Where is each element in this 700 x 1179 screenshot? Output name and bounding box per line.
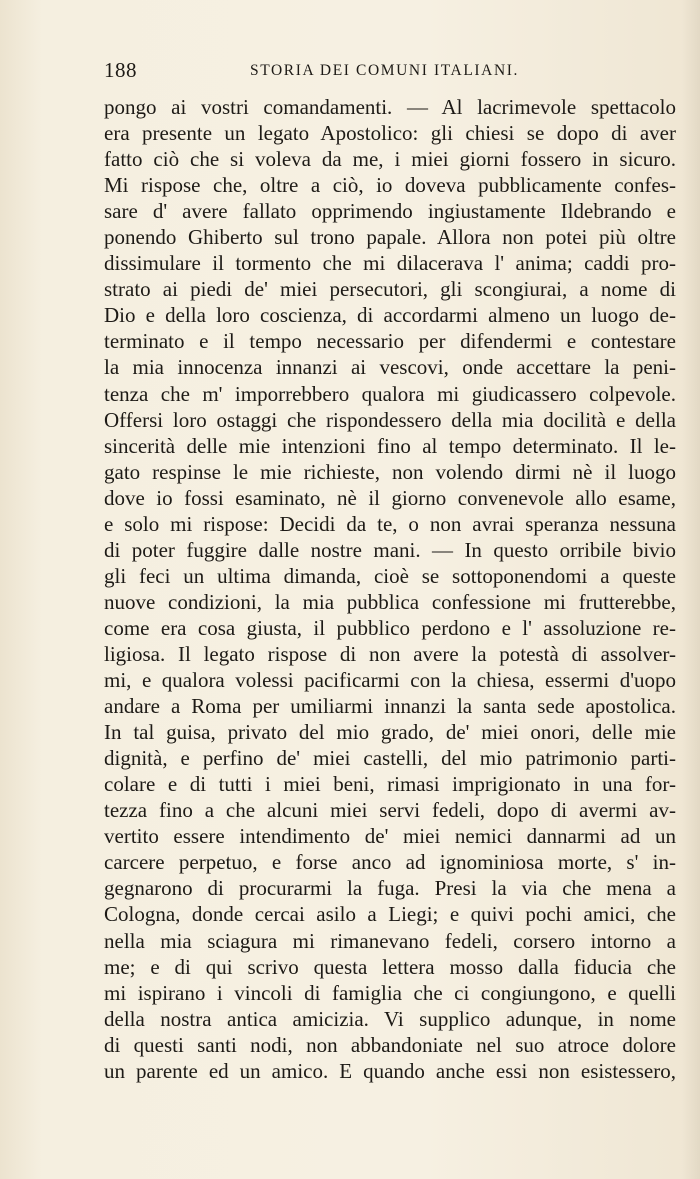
text-line: di poter fuggire dalle nostre mani. — In questo orribile bivio <box>104 537 676 562</box>
text-line: gli feci un ultima dimanda, cioè se sottoponendomi a queste <box>104 563 676 588</box>
text-line: strato ai piedi de' miei persecutori, gli scongiurai, a nome di <box>104 277 676 302</box>
text-line: ponendo Ghiberto sul trono papale. Allora non potei più oltre <box>104 225 676 250</box>
text-line: tenza che m' imporrebbero qualora mi giudicassero colpevole. <box>104 381 676 406</box>
text-line: la mia innocenza innanzi ai vescovi, onde accettare la peni- <box>104 355 676 380</box>
text-line: Cologna, donde cercai asilo a Liegi; e quivi pochi amici, che <box>104 902 676 927</box>
text-line: andare a Roma per umiliarmi innanzi la santa sede apostolica. <box>104 694 676 719</box>
running-head <box>104 58 676 88</box>
running-title: STORIA DEI COMUNI ITALIANI. <box>250 62 519 79</box>
text-line: Dio e della loro coscienza, di accordarmi almeno un luogo de- <box>104 303 676 328</box>
text-line: di questi santi nodi, non abbandoniate nel suo atroce dolore <box>104 1032 676 1057</box>
text-line: colare e di tutti i miei beni, rimasi imprigionato in una for- <box>104 772 676 797</box>
text-line: gegnarono di procurarmi la fuga. Presi la via che mena a <box>104 876 676 901</box>
page-number: 188 <box>104 58 137 82</box>
text-line: dissimulare il tormento che mi dilacerava l' anima; caddi pro- <box>104 251 676 276</box>
text-line: sare d' avere fallato opprimendo ingiustamente Ildebrando e <box>104 199 676 224</box>
text-line: ligiosa. Il legato rispose di non avere la potestà di assolver- <box>104 641 676 666</box>
text-line: della nostra antica amicizia. Vi supplico adunque, in nome <box>104 1006 676 1031</box>
text-line: Offersi loro ostaggi che rispondessero della mia docilità e della <box>104 407 676 432</box>
text-line: era presente un legato Apostolico: gli chiesi se dopo di aver <box>104 121 676 146</box>
text-line: In tal guisa, privato del mio grado, de' miei onori, delle mie <box>104 720 676 745</box>
text-line: tezza fino a che alcuni miei servi fedeli, dopo di avermi av- <box>104 798 676 823</box>
text-line: nuove condizioni, la mia pubblica confessione mi frutterebbe, <box>104 589 676 614</box>
text-line: Mi rispose che, oltre a ciò, io doveva pubblicamente confes- <box>104 173 676 198</box>
text-line: pongo ai vostri comandamenti. — Al lacrimevole spettacolo <box>104 95 676 119</box>
body-text <box>104 94 676 1084</box>
text-line: terminato e il tempo necessario per difendermi e contestare <box>104 329 676 354</box>
text-line: come era cosa giusta, il pubblico perdono e l' assoluzione re- <box>104 615 676 640</box>
text-line: nella mia sciagura mi rimanevano fedeli, corsero intorno a <box>104 928 676 953</box>
text-line: me; e di qui scrivo questa lettera mosso dalla fiducia che <box>104 954 676 979</box>
text-line: vertito essere intendimento de' miei nemici dannarmi ad un <box>104 824 676 849</box>
text-line: carcere perpetuo, e forse anco ad ignominiosa morte, s' in- <box>104 850 676 875</box>
text-line: mi, e qualora volessi pacificarmi con la chiesa, essermi d'uopo <box>104 668 676 693</box>
text-line: dove io fossi esaminato, nè il giorno convenevole allo esame, <box>104 485 676 510</box>
page-edge-shadow <box>682 0 700 1179</box>
text-line: e solo mi rispose: Decidi da te, o non avrai speranza nessuna <box>104 511 676 536</box>
text-line: dignità, e perfino de' miei castelli, del mio patrimonio parti- <box>104 746 676 771</box>
text-line: fatto ciò che si voleva da me, i miei giorni fossero in sicuro. <box>104 147 676 172</box>
text-line: sincerità delle mie intenzioni fino al tempo determinato. Il le- <box>104 433 676 458</box>
text-line: gato respinse le mie richieste, non volendo dirmi nè il luogo <box>104 459 676 484</box>
text-line: un parente ed un amico. E quando anche essi non esistessero, <box>104 1058 676 1083</box>
text-line: mi ispirano i vincoli di famiglia che ci congiungono, e quelli <box>104 980 676 1005</box>
